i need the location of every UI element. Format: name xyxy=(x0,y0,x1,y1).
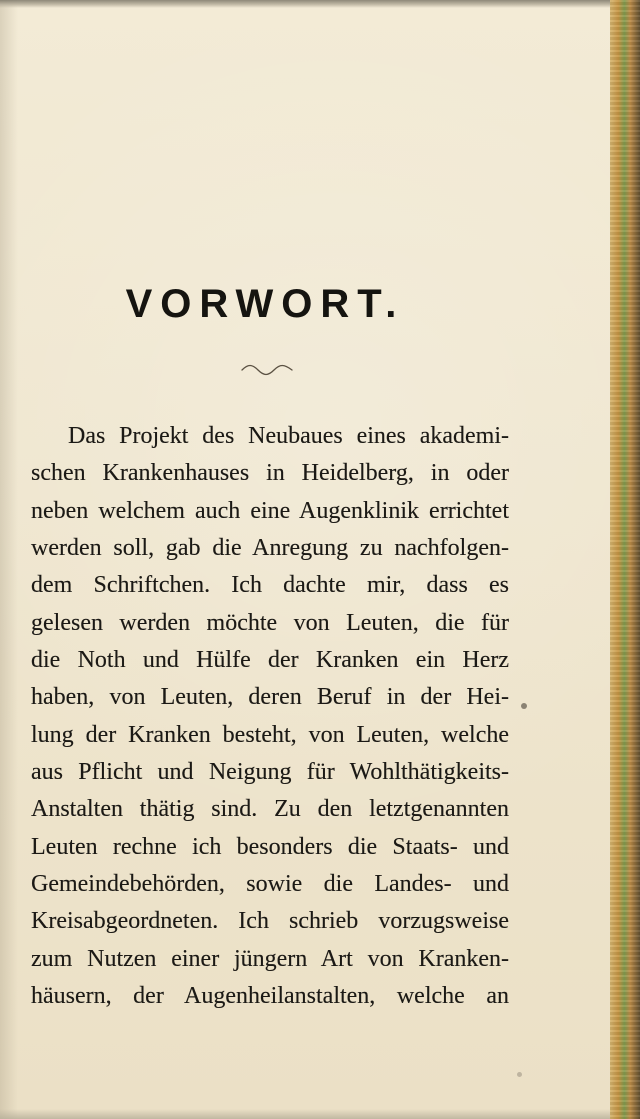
paragraph-line: häusern, der Augenheilanstalten, welche an xyxy=(31,983,509,1010)
paragraph-line: Leuten rechne ich besonders die Staats- und xyxy=(31,833,509,860)
book-spine-edge xyxy=(610,0,640,1119)
title-ornament-icon xyxy=(241,360,293,376)
margin-mark xyxy=(521,703,527,709)
paragraph-line: Kreisabgeordneten. Ich schrieb vorzugsweise xyxy=(31,908,509,935)
paragraph-line: Gemeindebehörden, sowie die Landes- und xyxy=(31,871,509,898)
paragraph-line: aus Pflicht und Neigung für Wohlthätigkeits- xyxy=(31,759,509,786)
page-bottom-edge xyxy=(0,1109,612,1119)
page-top-edge xyxy=(0,0,612,8)
paragraph-line: zum Nutzen einer jüngern Art von Kranken- xyxy=(31,945,509,972)
paragraph-line: lung der Kranken besteht, von Leuten, welche xyxy=(31,721,509,748)
page-title: VORWORT. xyxy=(125,282,405,326)
paragraph-line: schen Krankenhauses in Heidelberg, in oder xyxy=(31,460,509,487)
paragraph-line: haben, von Leuten, deren Beruf in der Hei- xyxy=(31,684,509,711)
paragraph-line: werden soll, gab die Anregung zu nachfolgen- xyxy=(31,535,509,562)
preface-paragraph xyxy=(31,418,509,1016)
paragraph-line: Anstalten thätig sind. Zu den letztgenannten xyxy=(31,796,509,823)
margin-mark xyxy=(517,1072,522,1077)
paragraph-line: gelesen werden möchte von Leuten, die für xyxy=(31,609,509,636)
paragraph-line: neben welchem auch eine Augenklinik errichtet xyxy=(31,497,509,524)
page-left-shadow xyxy=(0,0,18,1119)
paragraph-line: dem Schriftchen. Ich dachte mir, dass es xyxy=(31,572,509,599)
paragraph-line: die Noth und Hülfe der Kranken ein Herz xyxy=(31,647,509,674)
paragraph-line: Das Projekt des Neubaues eines akademi- xyxy=(68,423,509,449)
